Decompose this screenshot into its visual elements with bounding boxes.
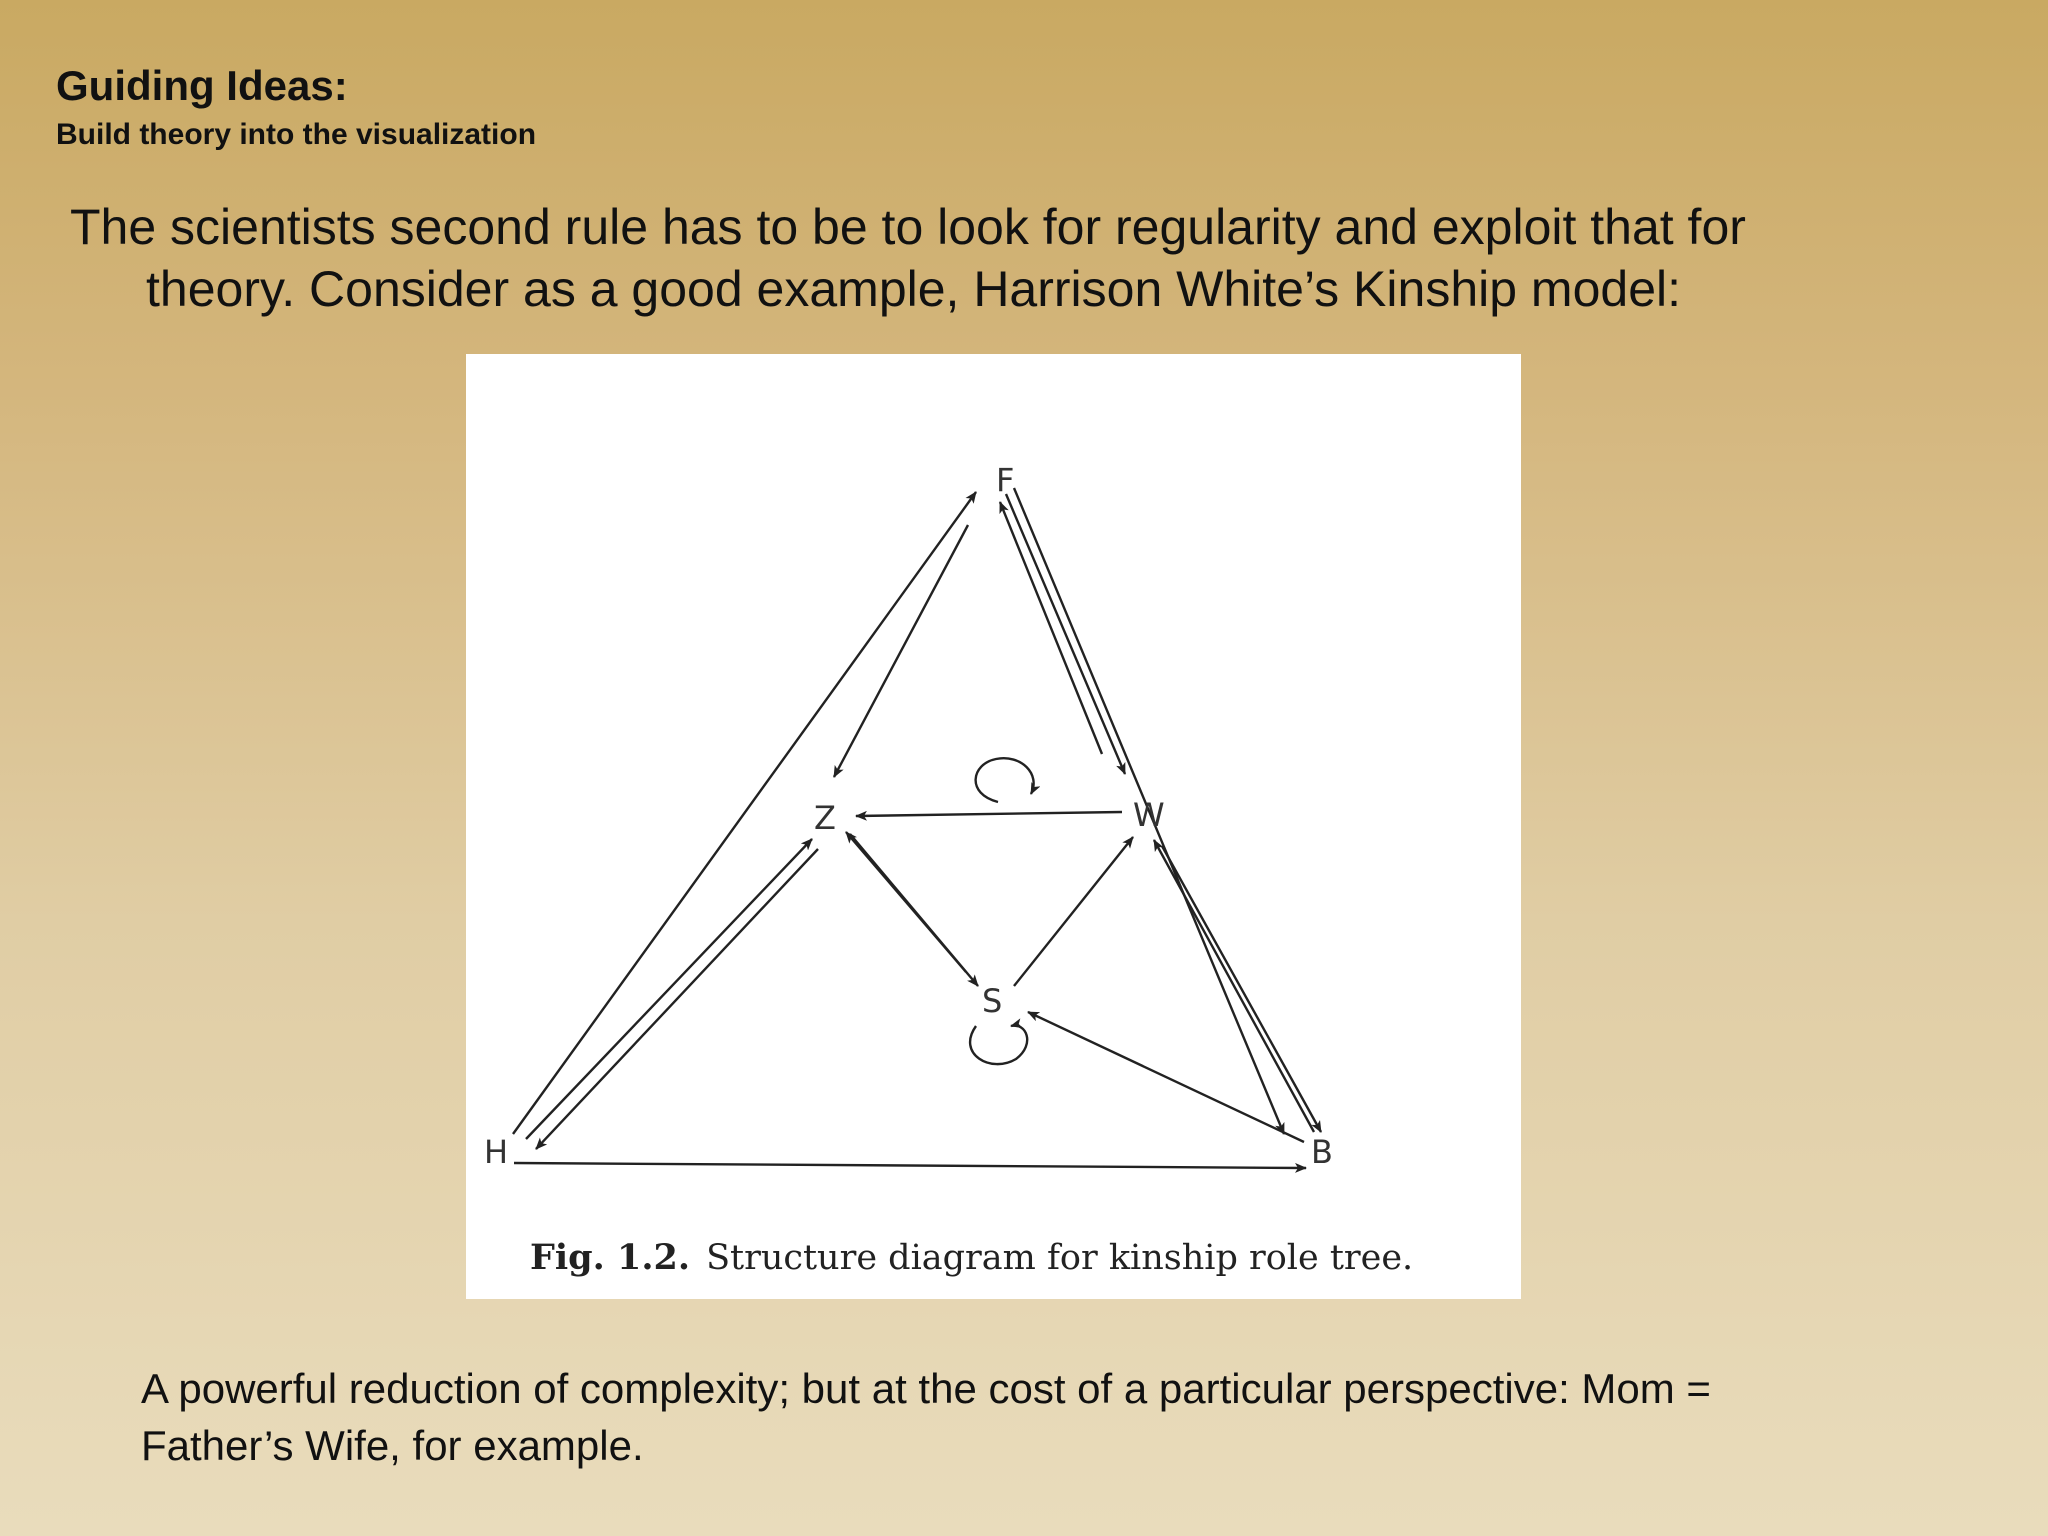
edge-w-to-z bbox=[856, 812, 1122, 816]
node-z: Z bbox=[814, 799, 836, 837]
node-w: W bbox=[1133, 796, 1165, 834]
intro-line-1: The scientists second rule has to be to look for regularity and exploit that for bbox=[70, 199, 1746, 255]
intro-line-2: theory. Consider as a good example, Harrison White’s Kinship model: bbox=[146, 261, 1682, 317]
diagram-canvas bbox=[466, 354, 1521, 1299]
edge-f-to-w bbox=[1006, 494, 1125, 774]
intro-paragraph bbox=[70, 196, 1870, 320]
edge-s-to-z bbox=[846, 832, 966, 972]
kinship-structure-diagram bbox=[466, 354, 1521, 1299]
edge-h-to-b bbox=[514, 1163, 1306, 1168]
edge-z-to-h bbox=[536, 849, 818, 1149]
node-h: H bbox=[484, 1133, 509, 1171]
summary-line-2: Father’s Wife, for example. bbox=[141, 1422, 644, 1469]
summary-paragraph bbox=[141, 1360, 1901, 1474]
edge-f-to-z bbox=[834, 525, 968, 777]
edge-s-to-w bbox=[1014, 837, 1133, 986]
node-b: B bbox=[1311, 1133, 1333, 1171]
edge-b-to-w bbox=[1154, 840, 1314, 1132]
edge-w-to-b bbox=[1162, 846, 1321, 1132]
edge-f-self-loop bbox=[976, 758, 1034, 802]
slide-subtitle: Build theory into the visualization bbox=[56, 118, 537, 151]
edge-w-to-f bbox=[1000, 502, 1102, 754]
node-s: S bbox=[982, 982, 1003, 1020]
edge-s-self-loop bbox=[970, 1026, 1027, 1065]
edge-h-to-f bbox=[513, 492, 976, 1134]
summary-line-1: A powerful reduction of complexity; but at the cost of a particular perspective: Mom = bbox=[141, 1365, 1711, 1412]
figure-caption-text: Structure diagram for kinship role tree. bbox=[706, 1238, 1414, 1278]
edge-h-to-z bbox=[526, 839, 812, 1139]
node-f: F bbox=[996, 461, 1015, 499]
figure-caption bbox=[530, 1237, 1413, 1278]
slide-title: Guiding Ideas: bbox=[56, 62, 348, 109]
figure-caption-number: Fig. 1.2. bbox=[530, 1237, 691, 1278]
edge-b-to-s bbox=[1028, 1012, 1304, 1142]
